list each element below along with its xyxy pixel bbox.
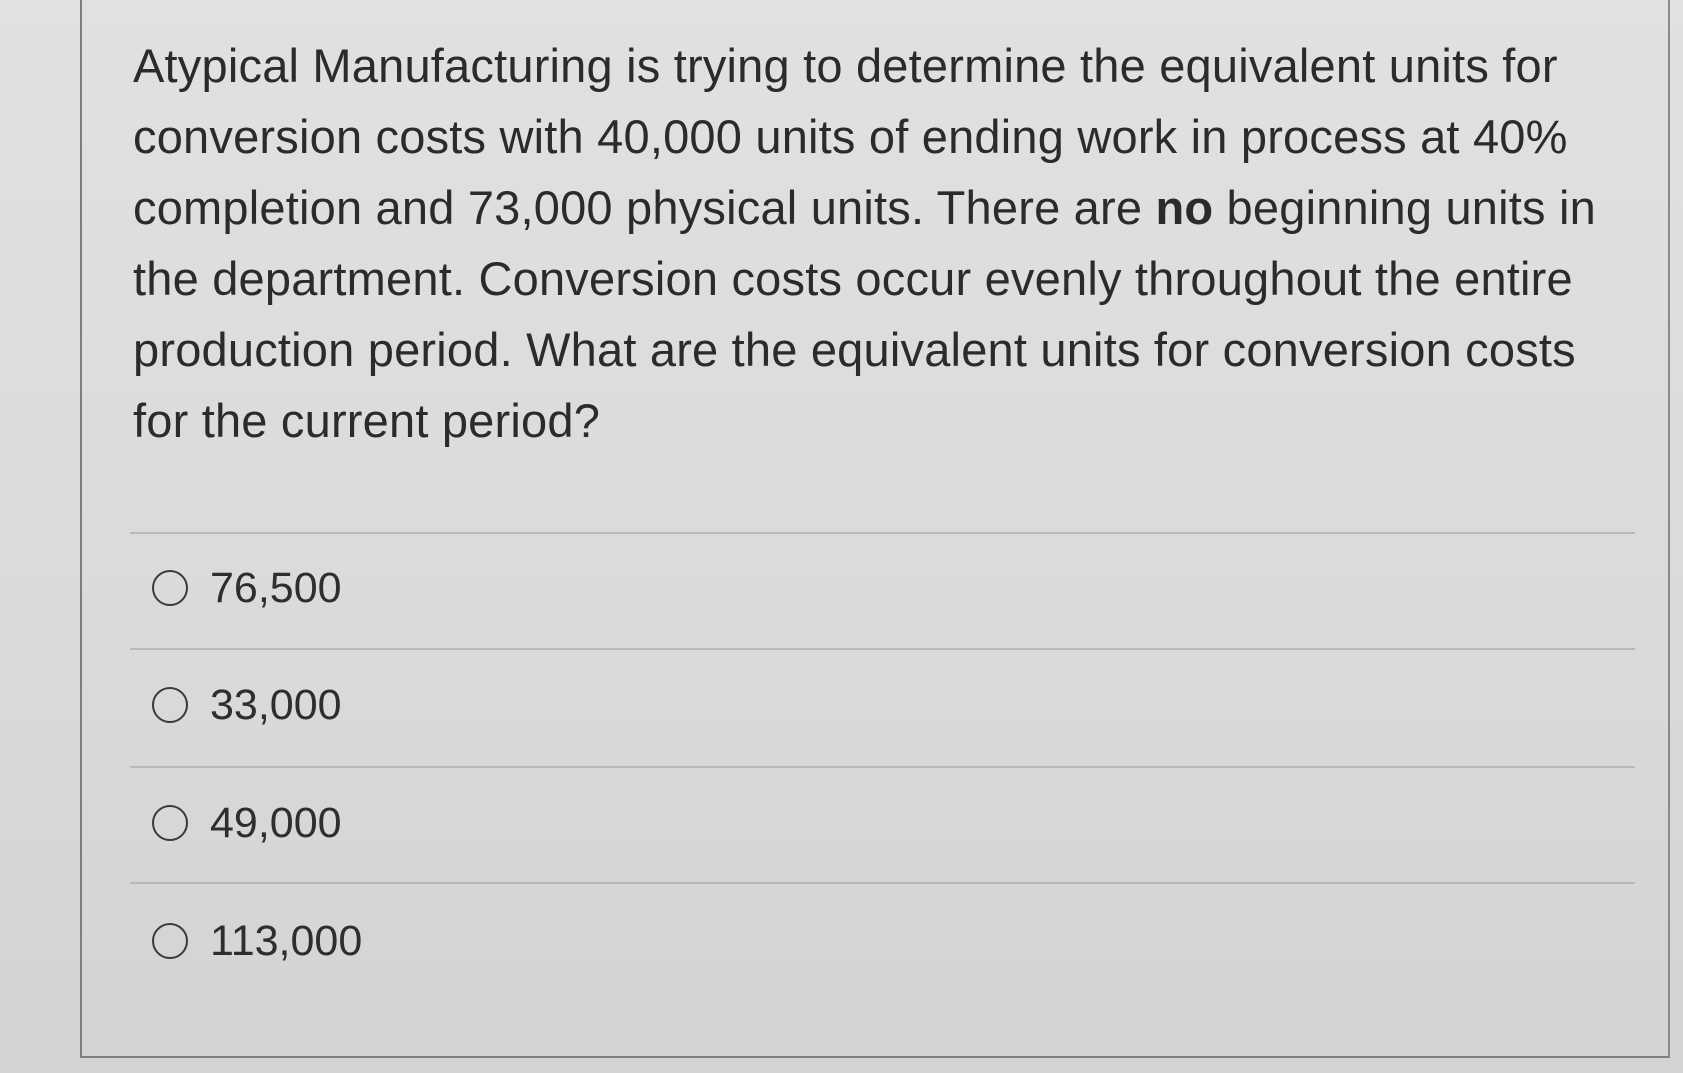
answer-option-label: 76,500: [210, 563, 342, 612]
question-text-bold: no: [1155, 181, 1214, 234]
question-text-part1: Atypical Manufacturing is trying to determine the equivalent units for conversion costs with 40,000 units of ending work in process at 40% completion and 73,000 physical units. There are: [133, 39, 1568, 234]
radio-button-icon[interactable]: [152, 805, 188, 841]
radio-button-icon[interactable]: [152, 687, 188, 723]
answer-option-label: 33,000: [210, 680, 342, 729]
divider-top: [130, 532, 1635, 534]
question-text-part2: beginning units in the department. Conversion costs occur evenly throughout the entire production period. What are the equivalent units for conversion costs for the current period?: [133, 181, 1596, 447]
divider: [130, 766, 1635, 768]
answer-option-label: 113,000: [210, 916, 363, 965]
answer-option-1[interactable]: [152, 563, 342, 613]
question-text: [133, 30, 1613, 456]
radio-button-icon[interactable]: [152, 923, 188, 959]
divider: [130, 882, 1635, 884]
answer-option-3[interactable]: [152, 798, 342, 848]
radio-button-icon[interactable]: [152, 570, 188, 606]
answer-option-2[interactable]: [152, 680, 342, 730]
answer-option-4[interactable]: [152, 916, 362, 966]
answer-option-label: 49,000: [210, 798, 342, 847]
divider: [130, 648, 1635, 650]
